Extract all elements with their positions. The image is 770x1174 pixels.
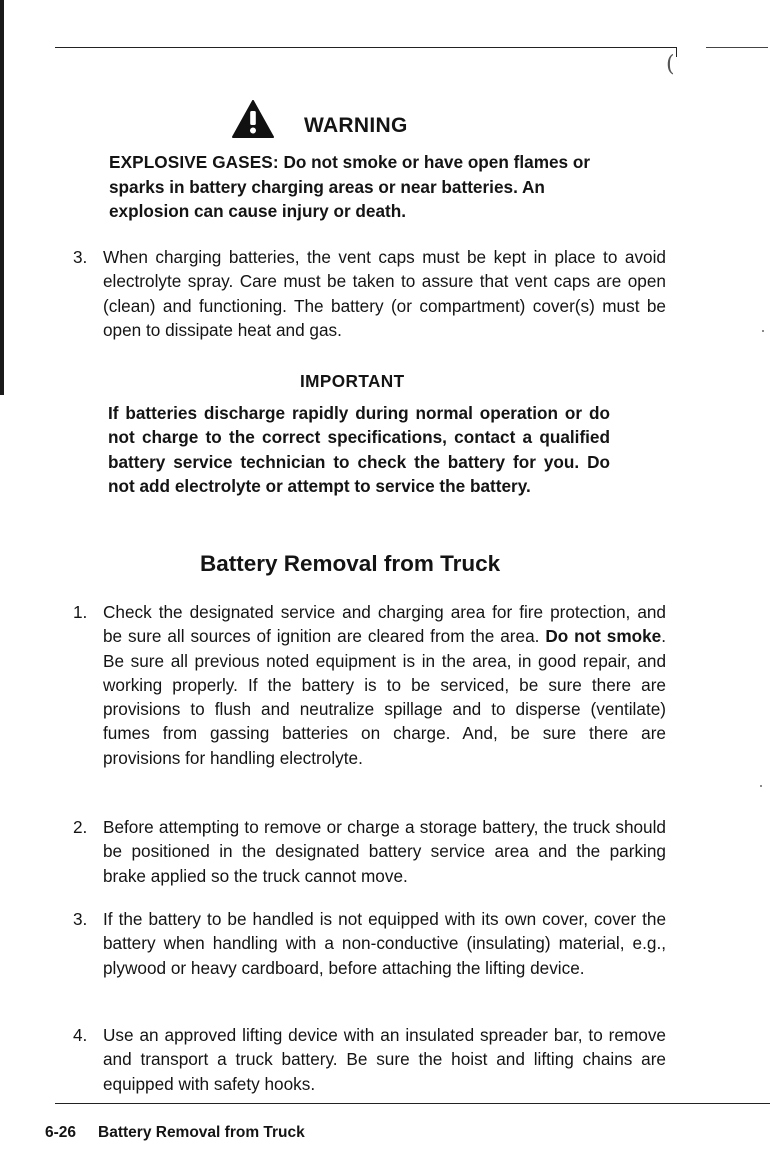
list-item-number: 1. <box>73 602 88 622</box>
list-item <box>60 907 666 980</box>
list-item-text <box>103 600 666 770</box>
scan-speck <box>762 330 764 332</box>
list-item <box>60 1023 666 1096</box>
scan-speck <box>760 785 762 787</box>
list-item-number: 3. <box>73 247 88 267</box>
warning-body: Do not smoke or have open flames or sparks in battery charging areas or near batteries. An explosion can cause injury or death. <box>109 152 591 221</box>
warning-title: WARNING <box>304 114 408 137</box>
list-item-text: When charging batteries, the vent caps must be kept in place to avoid electrolyte spray. Care must be taken to assure that vent caps are open (clean) and functioning. The battery (or compartment) cover(s) must be open to dissipate heat and gas. <box>103 247 666 340</box>
list-item-text-part: . Be sure all previous noted equipment is in the area, in good repair, and working properly. If the battery is to be serviced, be sure there are provisions to flush and neutralize spillage and to disperse (ventilate) fumes from gassing batteries on charge. And, be sure there are provisions for handling electrolyte. <box>103 626 667 768</box>
page-footer <box>45 1124 305 1142</box>
warning-text <box>109 150 629 224</box>
warning-lead: EXPLOSIVE GASES: <box>109 152 279 172</box>
list-item <box>60 815 666 888</box>
list-item-charging <box>60 245 666 342</box>
list-item-text: If the battery to be handled is not equipped with its own cover, cover the battery when handling with a non-conductive (insulating) material, e.g., plywood or heavy cardboard, before attaching the lifting device. <box>103 909 666 978</box>
scan-artifact-mark: ( <box>666 52 675 77</box>
footer-title: Battery Removal from Truck <box>98 1124 305 1141</box>
list-item-number: 4. <box>73 1025 88 1045</box>
section-heading: Battery Removal from Truck <box>200 551 501 576</box>
bottom-rule <box>55 1103 770 1104</box>
scan-edge-mark <box>0 0 4 395</box>
top-rule-tick <box>676 47 677 57</box>
top-rule <box>55 47 677 48</box>
list-item-emphasis: Do not smoke <box>545 626 662 647</box>
warning-triangle-icon <box>232 100 274 138</box>
list-item-number: 2. <box>73 817 88 837</box>
list-item <box>60 600 666 770</box>
list-item-text: Use an approved lifting device with an insulated spreader bar, to remove and transport a truck battery. Be sure the hoist and lifting chains are equipped with safety hooks. <box>103 1025 666 1094</box>
important-text: If batteries discharge rapidly during normal operation or do not charge to the correct specifications, contact a qualified battery service technician to check the battery for you. Do not add electrolyte or attempt to service the battery. <box>108 403 610 497</box>
important-title: IMPORTANT <box>300 371 405 391</box>
list-item-text-part: Check the designated service and charging area for fire protection, and be sure all sources of ignition are cleared from the area. <box>103 602 666 647</box>
list-item-text: Before attempting to remove or charge a storage battery, the truck should be positioned in the designated battery service area and the parking brake applied so the truck cannot move. <box>103 817 666 886</box>
list-item-number: 3. <box>73 909 88 929</box>
page-number: 6-26 <box>45 1124 77 1141</box>
top-rule-short <box>706 47 768 48</box>
